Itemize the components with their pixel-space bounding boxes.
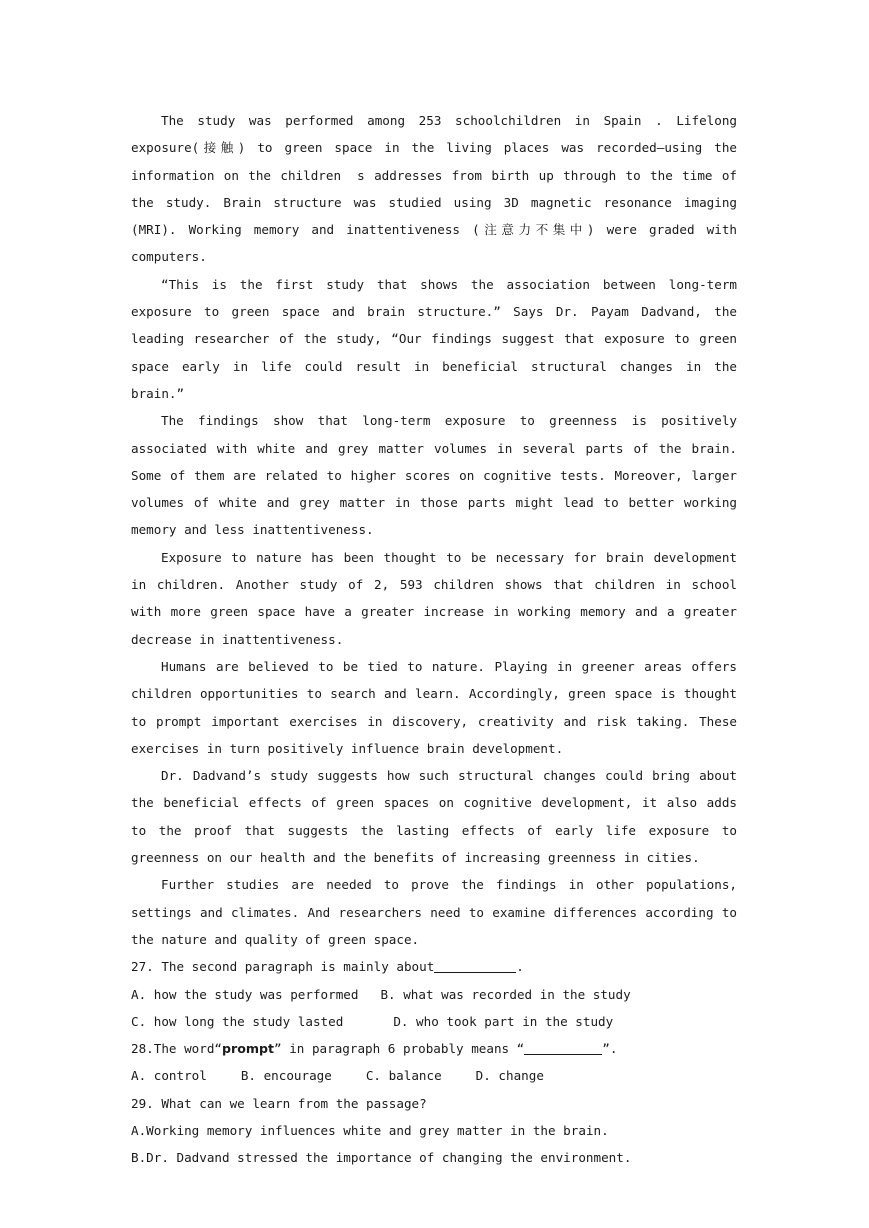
document-page	[131, 107, 737, 1172]
paragraph-5: Humans are believed to be tied to nature. Playing in greener areas offers children opportunities to search and learn. Accordingly, green space is thought to prompt important exercises in discovery, creativity and risk taking. These exercises in turn positively influence brain development.	[131, 658, 737, 756]
paragraph-6: Dr. Dadvand’s study suggests how such structural changes could bring about the beneficial effects of green spaces on cognitive development, it also adds to the proof that suggests the lasting effects of early life exposure to greenness on our health and the benefits of increasing greenness in cities.	[131, 768, 737, 866]
answer-blank	[524, 1040, 602, 1055]
question-27	[131, 953, 737, 1035]
option-29-b: B.Dr. Dadvand stressed the importance of changing the environment.	[131, 1150, 632, 1166]
option-27-a: A. how the study was performed	[131, 986, 359, 1002]
question-27-options-row-2	[131, 1008, 737, 1035]
highlighted-word: prompt	[222, 1041, 275, 1057]
question-29-stem: 29. What can we learn from the passage?	[131, 1095, 427, 1111]
option-28-c: C. balance	[365, 1068, 442, 1084]
option-27-d: D. who took part in the study	[393, 1013, 614, 1029]
paragraph-2: “This is the first study that shows the association between long-term exposure to green space and brain structure.” Says Dr. Payam Dadvand, the leading researcher of the study, “Our findings suggest that exposure to green space early in life could result in beneficial structural changes in the brain.”	[131, 276, 737, 401]
question-28-options	[131, 1062, 737, 1089]
option-29-a: A.Working memory influences white and grey matter in the brain.	[131, 1122, 609, 1138]
answer-blank	[434, 958, 516, 973]
question-28-stem: 28.The word“prompt” in paragraph 6 probably means “ ”.	[131, 1041, 618, 1057]
paragraph-3: The findings show that long-term exposure to greenness is positively associated with white and grey matter volumes in several parts of the brain. Some of them are related to higher scores on cognitive tests. Moreover, larger volumes of white and grey matter in those parts might lead to better working memory and less inattentiveness.	[131, 413, 737, 538]
question-27-stem: 27. The second paragraph is mainly about .	[131, 959, 524, 975]
option-27-b: B. what was recorded in the study	[380, 986, 631, 1002]
option-28-b: B. encourage	[240, 1068, 332, 1084]
question-27-options-row-1	[131, 981, 737, 1008]
paragraph-1: The study was performed among 253 schoolchildren in Spain . Lifelong exposure(接触) to green space in the living places was recorded—using the information on the children s addresses from birth up through to the time of the study. Brain structure was studied using 3D magnetic resonance imaging (MRI). Working memory and inattentiveness (注意力不集中) were graded with computers.	[131, 113, 737, 265]
option-28-d: D. change	[475, 1068, 544, 1084]
paragraph-7: Further studies are needed to prove the findings in other populations, settings and climates. And researchers need to examine differences according to the nature and quality of green space.	[131, 877, 737, 947]
paragraph-4: Exposure to nature has been thought to be necessary for brain development in children. Another study of 2, 593 children shows that children in school with more green space have a greater increase in working memory and a greater decrease in inattentiveness.	[131, 549, 737, 647]
option-27-c: C. how long the study lasted	[131, 1013, 344, 1029]
option-28-a: A. control	[131, 1068, 207, 1084]
question-29	[131, 1090, 737, 1172]
question-28	[131, 1035, 737, 1090]
